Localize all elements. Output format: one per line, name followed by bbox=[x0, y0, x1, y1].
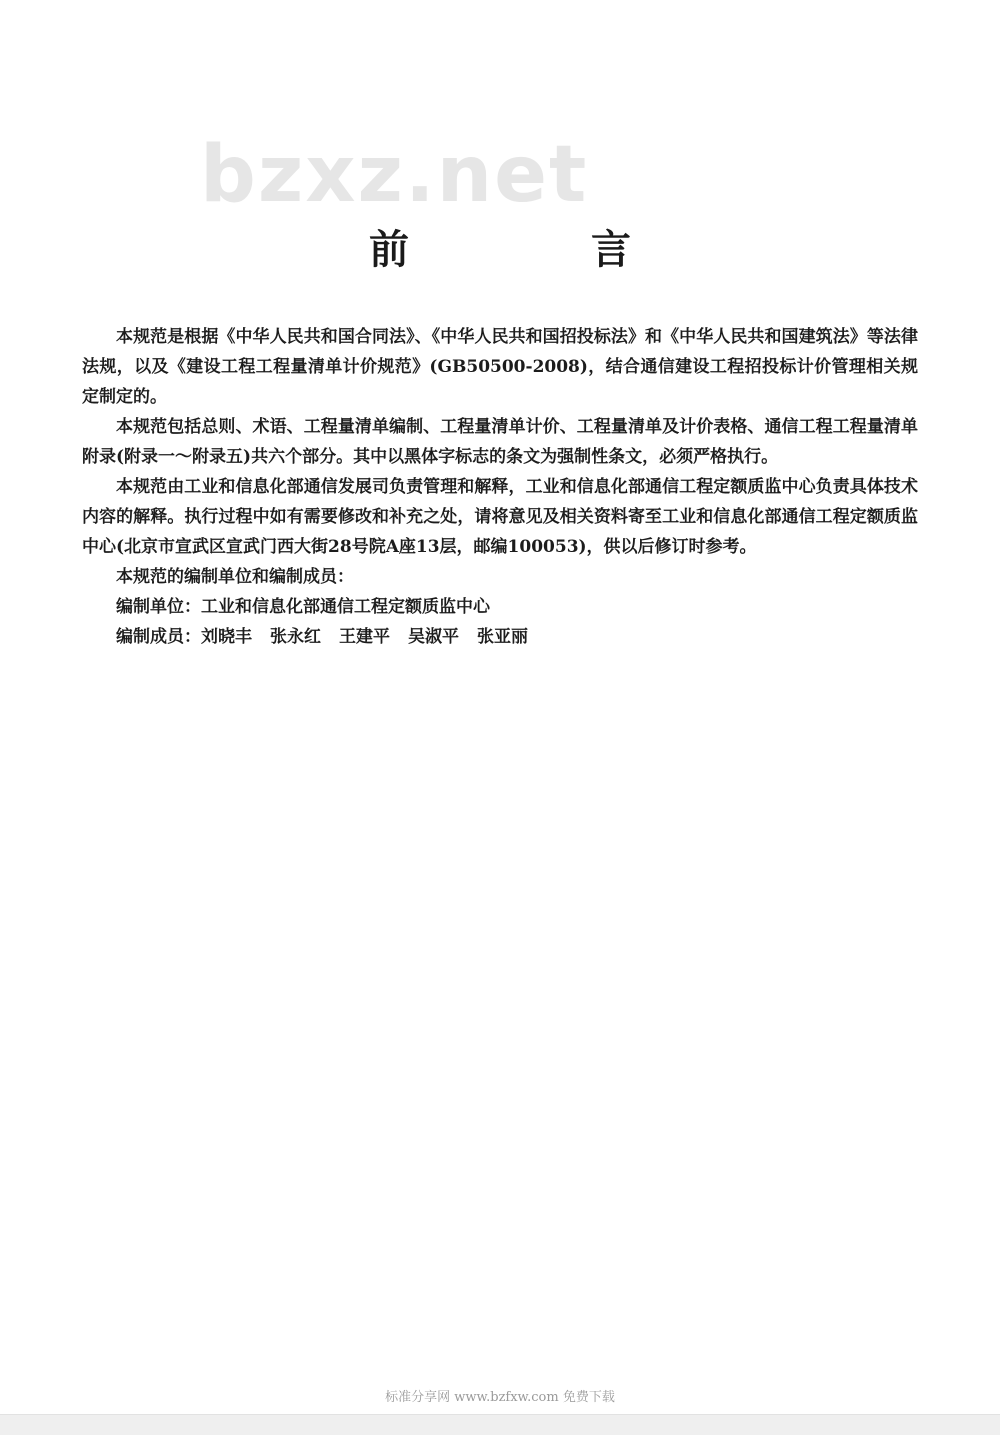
editing-members bbox=[82, 622, 918, 652]
paragraph-contents: 本规范包括总则、术语、工程量清单编制、工程量清单计价、工程量清单及计价表格、通信工程工程量清单附录(附录一～附录五)共六个部分。其中以黑体字标志的条文为强制性条文，必须严格执行。 bbox=[82, 417, 918, 467]
preface-body bbox=[82, 322, 918, 652]
member-name: 王建平 bbox=[339, 627, 390, 647]
watermark: bzxz.net bbox=[200, 130, 589, 220]
member-name: 张永红 bbox=[270, 627, 321, 647]
member-name: 刘晓丰 bbox=[201, 627, 252, 647]
paragraph-basis: 本规范是根据《中华人民共和国合同法》、《中华人民共和国招投标法》和《中华人民共和国建筑法》等法律法规，以及《建设工程工程量清单计价规范》(GB50500-2008)，结合通信建设工程招投标计价管理相关规定制定的。 bbox=[82, 327, 918, 407]
members-label: 编制成员： bbox=[116, 627, 201, 647]
paragraph-management: 本规范由工业和信息化部通信发展司负责管理和解释，工业和信息化部通信工程定额质监中心负责具体技术内容的解释。执行过程中如有需要修改和补充之处，请将意见及相关资料寄至工业和信息化部通信工程定额质监中心(北京市宣武区宣武门西大街28号院A座13层，邮编100053)，供以后修订时参考。 bbox=[82, 477, 918, 557]
bottom-bar bbox=[0, 1414, 1000, 1435]
member-name: 张亚丽 bbox=[477, 627, 528, 647]
editors-intro: 本规范的编制单位和编制成员： bbox=[116, 567, 354, 587]
page-title: 前 言 bbox=[369, 227, 715, 273]
member-name: 吴淑平 bbox=[408, 627, 459, 647]
footer-source: 标准分享网 www.bzfxw.com 免费下载 bbox=[385, 1390, 615, 1405]
editing-unit: 编制单位：工业和信息化部通信工程定额质监中心 bbox=[116, 597, 490, 617]
